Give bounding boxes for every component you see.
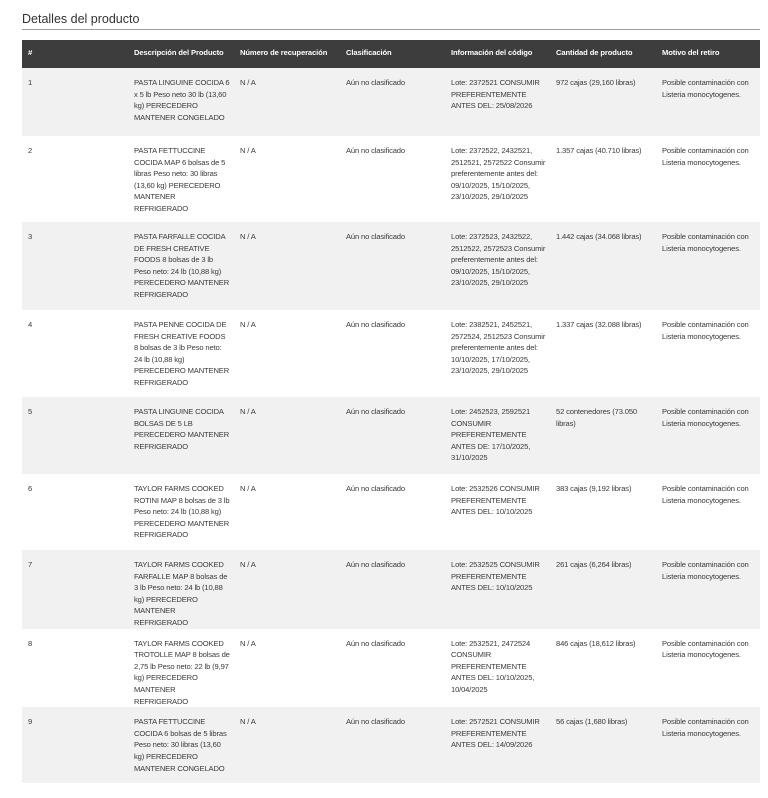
column-header-reason: Motivo del retiro	[662, 48, 720, 57]
recall-reason: Posible contaminación con Listeria monocytogenes.	[662, 146, 749, 167]
classification: Aún no clasificado	[346, 78, 405, 87]
section-title: Detalles del producto	[22, 11, 760, 30]
column-header-code-info: Información del código	[451, 48, 533, 57]
column-header-number: #	[28, 48, 33, 57]
classification: Aún no clasificado	[346, 717, 405, 727]
product-description: PASTA PENNE COCIDA DE FRESH CREATIVE FOODS 8 bolsas de 3 lb Peso neto: 24 lb (10,88 kg) PERECEDERO MANTENER REFRIGERADO	[134, 320, 230, 387]
product-description: TAYLOR FARMS COOKED TROTOLLE MAP 8 bolsas de 2,75 lb Peso neto: 22 lb (9,97 kg) PERECEDERO MANTENER REFRIGERADO	[134, 638, 230, 706]
row-number: 8	[28, 638, 33, 648]
table-header-row	[22, 40, 760, 68]
recall-number: N / A	[240, 232, 256, 241]
recall-reason: Posible contaminación con Listeria monocytogenes.	[662, 78, 749, 99]
recall-number: N / A	[240, 638, 256, 648]
recall-number: N / A	[240, 407, 256, 416]
product-quantity: 56 cajas (1,680 libras)	[556, 717, 628, 727]
code-info: Lote: 2532525 CONSUMIR PREFERENTEMENTE ANTES DEL: 10/10/2025	[451, 560, 540, 593]
column-header-classification: Clasificación	[346, 48, 392, 57]
row-number: 4	[28, 320, 33, 329]
table-row	[22, 707, 760, 783]
row-number: 2	[28, 146, 33, 155]
table-row	[22, 397, 760, 474]
product-quantity: 383 cajas (9,192 libras)	[556, 484, 632, 493]
classification: Aún no clasificado	[346, 638, 405, 648]
table-row	[22, 136, 760, 222]
row-number: 6	[28, 484, 33, 493]
table-row	[22, 310, 760, 397]
row-number: 7	[28, 560, 33, 569]
product-description: PASTA FETTUCCINE COCIDA MAP 6 bolsas de 5 libras Peso neto: 30 libras (13,60 kg) PERECEDERO MANTENER REFRIGERADO	[134, 146, 226, 213]
classification: Aún no clasificado	[346, 484, 405, 493]
product-quantity: 52 contenedores (73.050 libras)	[556, 407, 637, 428]
recall-reason: Posible contaminación con Listeria monocytogenes.	[662, 407, 749, 428]
code-info: Lote: 2532521, 2472524 CONSUMIR PREFERENTEMENTE ANTES DEL: 10/10/2025, 10/04/2025	[451, 638, 535, 694]
product-description: PASTA FARFALLE COCIDA DE FRESH CREATIVE FOODS 8 bolsas de 3 lb Peso neto: 24 lb (10,88 kg) PERECEDERO MANTENER REFRIGERADO	[134, 232, 230, 299]
product-quantity: 972 cajas (29,160 libras)	[556, 78, 636, 87]
recall-reason: Posible contaminación con Listeria monocytogenes.	[662, 717, 749, 738]
column-header-quantity: Cantidad de producto	[556, 48, 633, 57]
recall-reason: Posible contaminación con Listeria monocytogenes.	[662, 560, 749, 581]
product-description: TAYLOR FARMS COOKED FARFALLE MAP 8 bolsas de 3 lb Peso neto: 24 lb (10,88 kg) PERECEDERO MANTENER REFRIGERADO	[134, 560, 228, 627]
recall-number: N / A	[240, 78, 256, 87]
classification: Aún no clasificado	[346, 232, 405, 241]
recall-reason: Posible contaminación con Listeria monocytogenes.	[662, 320, 749, 341]
product-description: PASTA LINGUINE COCIDA 6 x 5 lb Peso neto 30 lb (13,60 kg) PERECEDERO MANTENER CONGELADO	[134, 78, 230, 122]
product-description: TAYLOR FARMS COOKED ROTINI MAP 8 bolsas de 3 lb Peso neto: 24 lb (10,88 kg) PERECEDERO MANTENER REFRIGERADO	[134, 484, 230, 540]
recall-number: N / A	[240, 146, 256, 155]
product-quantity: 1.357 cajas (40.710 libras)	[556, 146, 642, 155]
table-row	[22, 629, 760, 708]
classification: Aún no clasificado	[346, 407, 405, 416]
code-info: Lote: 2572521 CONSUMIR PREFERENTEMENTE ANTES DEL: 14/09/2026	[451, 717, 540, 750]
code-info: Lote: 2372523, 2432522, 2512522, 2572523 Consumir preferentemente antes del: 09/10/2025, 15/10/2025, 23/10/2025, 29/10/2025	[451, 232, 546, 288]
row-number: 9	[28, 717, 33, 727]
recall-reason: Posible contaminación con Listeria monocytogenes.	[662, 484, 749, 505]
code-info: Lote: 2372522, 2432521, 2512521, 2572522 Consumir preferentemente antes del: 09/10/2025, 15/10/2025, 23/10/2025, 29/10/2025	[451, 146, 546, 202]
recall-number: N / A	[240, 717, 256, 727]
row-number: 3	[28, 232, 33, 241]
code-info: Lote: 2452523, 2592521 CONSUMIR PREFERENTEMENTE ANTES DE: 17/10/2025, 31/10/2025	[451, 407, 531, 463]
recall-reason: Posible contaminación con Listeria monocytogenes.	[662, 638, 749, 660]
table-row	[22, 474, 760, 550]
table-body	[22, 68, 760, 783]
table-row	[22, 222, 760, 310]
code-info: Lote: 2372521 CONSUMIR PREFERENTEMENTE ANTES DEL: 25/08/2026	[451, 78, 540, 111]
classification: Aún no clasificado	[346, 560, 405, 569]
recall-number: N / A	[240, 484, 256, 493]
recall-reason: Posible contaminación con Listeria monocytogenes.	[662, 232, 749, 253]
product-description: PASTA FETTUCCINE COCIDA 6 bolsas de 5 libras Peso neto: 30 libras (13,60 kg) PERECEDERO MANTENER CONGELADO	[134, 717, 227, 773]
row-number: 1	[28, 78, 33, 87]
table-row	[22, 550, 760, 629]
code-info: Lote: 2532526 CONSUMIR PREFERENTEMENTE ANTES DEL: 10/10/2025	[451, 484, 540, 517]
table-header	[22, 40, 760, 68]
classification: Aún no clasificado	[346, 146, 405, 155]
column-header-recall-number: Número de recuperación	[240, 48, 328, 57]
classification: Aún no clasificado	[346, 320, 405, 329]
row-number: 5	[28, 407, 33, 416]
column-header-description: Descripción del Producto	[134, 48, 224, 57]
recall-number: N / A	[240, 320, 256, 329]
code-info: Lote: 2382521, 2452521, 2572524, 2512523 Consumir preferentemente antes del: 10/10/2025, 17/10/2025, 23/10/2025, 29/10/2025	[451, 320, 546, 376]
product-quantity: 261 cajas (6,264 libras)	[556, 560, 632, 569]
table-row	[22, 68, 760, 136]
product-description: PASTA LINGUINE COCIDA BOLSAS DE 5 LB PERECEDERO MANTENER REFRIGERADO	[134, 407, 230, 451]
product-quantity: 1.337 cajas (32.088 libras)	[556, 320, 642, 329]
recall-number: N / A	[240, 560, 256, 569]
product-quantity: 1.442 cajas (34.068 libras)	[556, 232, 642, 241]
product-quantity: 846 cajas (18,612 libras)	[556, 638, 636, 648]
product-details-table	[22, 40, 760, 783]
